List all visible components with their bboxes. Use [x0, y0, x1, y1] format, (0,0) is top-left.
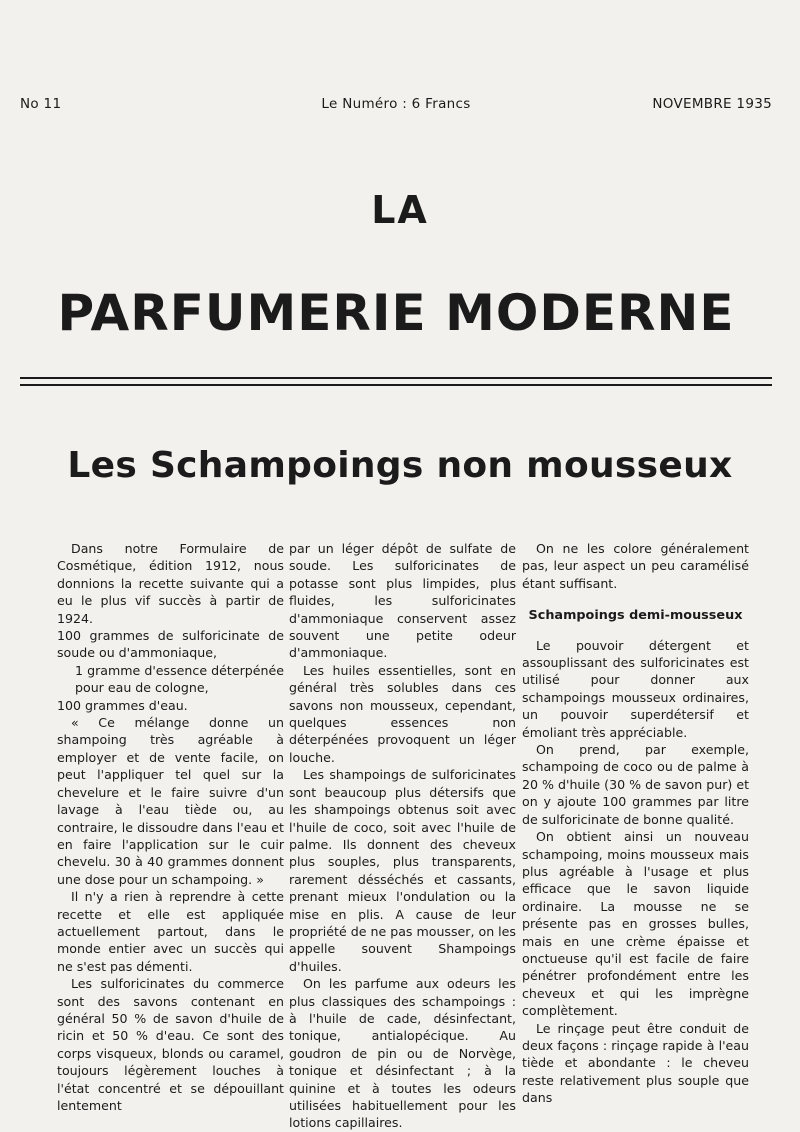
issue-price: Le Numéro : 6 Francs [321, 96, 471, 112]
paragraph: Les shampoings de sulforicinates sont beaucoup plus détersifs que les shampoings obtenus soit avec l'huile de coco, soit avec l'huile de palme. Ils donnent des cheveux plus souples, plus transparents, rarement désséchés et cassants, prenant mieux l'ondulation ou la mise en plis. A cause de leur propriété de ne pas mousser, on les appelle souvent Shampoings d'huiles. [289, 767, 516, 974]
recipe-line: 1 gramme d'essence déterpénée pour eau de cologne, [75, 662, 284, 696]
article-column-1 [57, 540, 284, 1114]
paragraph: On les parfume aux odeurs les plus classiques des schampoings : à l'huile de cade, désinfectant, tonique, antialopécique. Au goudron de pin ou de Norvège, tonique et désinfectant ; à la quinine et à toutes les odeurs utilisées habituellement pour les lotions capillaires. [289, 976, 516, 1131]
article-column-3 [522, 540, 749, 1107]
recipe-line: 100 grammes de sulforicinate de soude ou d'ammoniaque, [57, 628, 284, 661]
paragraph: par un léger dépôt de sulfate de soude. Les sulforicinates de potasse sont plus limpides, plus fluides, les sulforicinates d'ammoniaque conservent assez souvent une petite odeur d'ammoniaque. [289, 541, 516, 661]
masthead-rule-bottom [20, 384, 772, 386]
paragraph: « Ce mélange donne un shampoing très agréable à employer et de vente facile, on peut l'appliquer tel quel sur la chevelure et le faire suivre d'un lavage à l'eau tiède ou, au contraire, le dissoudre dans l'eau et en faire l'application sur le cuir chevelu. 30 à 40 grammes donnent une dose pour un schampoing. » [57, 715, 284, 887]
article-column-2 [289, 540, 516, 1132]
paragraph: Le pouvoir détergent et assouplissant des sulforicinates est utilisé pour donner aux schampoings mousseux ordinaires, un pouvoir superdétersif et émoliant très appréciable. [522, 637, 749, 740]
masthead-article: LA [371, 188, 429, 232]
recipe-line: 100 grammes d'eau. [57, 697, 188, 713]
paragraph: Les sulforicinates du commerce sont des savons contenant en général 50 % de savon d'huile de ricin et 50 % d'eau. Ce sont des corps visqueux, blonds ou caramel, toujours légèrement louches à l'état concentré et se dépouillant lentement [57, 976, 284, 1113]
masthead-rule-top [20, 377, 772, 379]
article-title: Les Schampoings non mousseux [67, 445, 733, 486]
paragraph: Les huiles essentielles, sont en général très solubles dans ces savons non mousseux, cependant, quelques essences non déterpénées provoquent un léger louche. [289, 662, 516, 765]
paragraph: On prend, par exemple, schampoing de coco ou de palme à 20 % d'huile (30 % de savon pur) et on y ajoute 100 grammes par litre de sulforicinate de bonne qualité. [522, 742, 750, 827]
paragraph: Il n'y a rien à reprendre à cette recette et elle est appliquée actuellement partout, dans le monde entier avec un succès qui ne s'est pas démenti. [57, 889, 284, 974]
issue-number: No 11 [20, 96, 62, 112]
paragraph: Le rinçage peut être conduit de deux façons : rinçage rapide à l'eau tiède et abondante : le cheveu reste relativement plus souple que dans [522, 1020, 749, 1106]
section-heading: Schampoings demi-mousseux [528, 608, 743, 624]
paragraph: Dans notre Formulaire de Cosmétique, édition 1912, nous donnions la recette suivante qui a eu le plus vif succès à partir de 1924. [57, 541, 284, 626]
masthead-title: PARFUMERIE MODERNE [57, 284, 735, 342]
paragraph: On ne les colore généralement pas, leur aspect un peu caramélisé étant suffisant. [522, 541, 749, 591]
paragraph: On obtient ainsi un nouveau schampoing, moins mousseux mais plus agréable à l'usage et plus efficace que le savon liquide ordinaire. La mousse ne se présente pas en grosses bulles, mais en une crème épaisse et onctueuse qu'il est facile de faire pénétrer profondément entre les cheveux et qui les imprègne complètement. [522, 829, 749, 1019]
issue-date: NOVEMBRE 1935 [652, 96, 772, 112]
